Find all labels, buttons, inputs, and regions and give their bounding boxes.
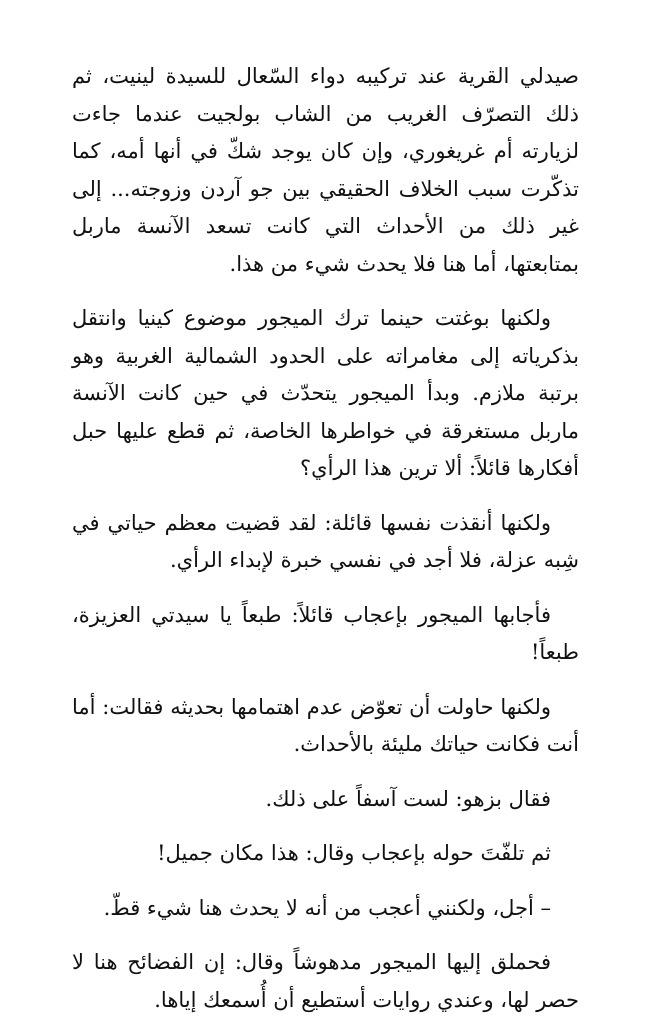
paragraph-5: ولكنها حاولت أن تعوّض عدم اهتمامها بحديثه فقالت: أما أنت فكانت حياتك مليئة بالأحداث.	[72, 694, 579, 756]
paragraph-8: – أجل، ولكنني أعجب من أنه لا يحدث هنا شيء قطّ.	[103, 895, 551, 920]
paragraph-1: صيدلي القرية عند تركيبه دواء السّعال للسيدة لينيت، ثم ذلك التصرّف الغريب من الشاب بولجيت عندما جاءت لزيارته أم غريغوري، وإن كان يوجد شكّ في أنها أمه، كما تذكّرت سبب الخلاف الحقيقي بين جو آردن وزوجته... إلى غير ذلك من الأحداث التي كانت تسعد الآنسة ماربل بمتابعتها، أما هنا فلا يحدث شيء من هذا.	[72, 64, 579, 276]
paragraph-7: ثم تلفّتَ حوله بإعجاب وقال: هذا مكان جميل!	[157, 841, 551, 865]
paragraph-4: فأجابها الميجور بإعجاب قائلاً: طبعاً يا سيدتي العزيزة، طبعاً!	[72, 602, 579, 664]
paragraph-3: ولكنها أنقذت نفسها قائلة: لقد قضيت معظم حياتي في شِبه عزلة، فلا أجد في نفسي خبرة لإبداء الرأي.	[72, 510, 579, 572]
paragraph-2: ولكنها بوغتت حينما ترك الميجور موضوع كينيا وانتقل بذكرياته إلى مغامراته على الحدود الشمالية الغربية وهو برتبة ملازم. وبدأ الميجور يتحدّث في حين كانت الآنسة ماربل مستغرقة في خواطرها الخاصة، ثم قطع عليها حبل أفكارها قائلاً: ألا ترين هذا الرأي؟	[72, 306, 579, 480]
paragraph-9: فحملق إليها الميجور مدهوشاً وقال: إن الفضائح هنا لا حصر لها، وعندي روايات أستطيع أن أُسمعك إياها.	[72, 950, 579, 1012]
paragraph-6: فقال بزهو: لست آسفاً على ذلك.	[265, 786, 551, 811]
